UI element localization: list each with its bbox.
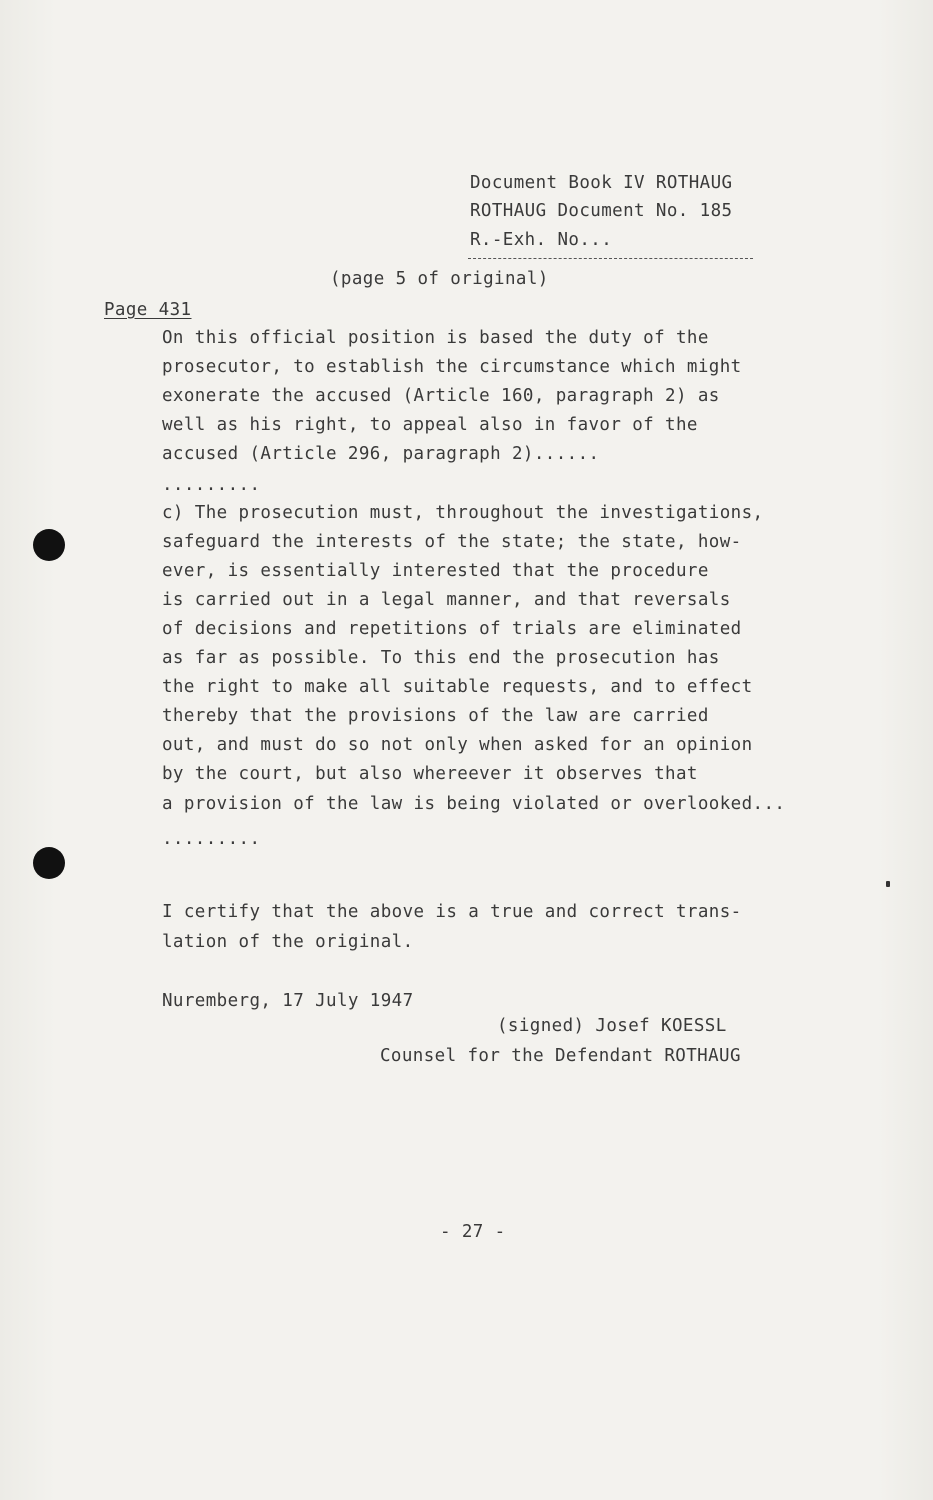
ellipsis-divider: ......... bbox=[162, 829, 261, 849]
document-book-line: Document Book IV ROTHAUG bbox=[470, 173, 733, 193]
paragraph-2-line: out, and must do so not only when asked for an opinion bbox=[162, 735, 753, 755]
paragraph-2-line: of decisions and repetitions of trials are eliminated bbox=[162, 619, 742, 639]
certification-line: I certify that the above is a true and correct trans- bbox=[162, 902, 742, 922]
paragraph-2-line: a provision of the law is being violated or overlooked... bbox=[162, 794, 786, 814]
paragraph-2-line: as far as possible. To this end the prosecution has bbox=[162, 648, 720, 668]
header-rule bbox=[468, 258, 753, 259]
paragraph-1-line: exonerate the accused (Article 160, paragraph 2) as bbox=[162, 386, 720, 406]
paragraph-2-line: c) The prosecution must, throughout the investigations, bbox=[162, 503, 764, 523]
signature: (signed) Josef KOESSL bbox=[497, 1016, 727, 1036]
certification-line: lation of the original. bbox=[162, 932, 414, 952]
page-reference: Page 431 bbox=[104, 300, 192, 320]
signer-title: Counsel for the Defendant ROTHAUG bbox=[380, 1046, 741, 1066]
paragraph-2-line: thereby that the provisions of the law are carried bbox=[162, 706, 709, 726]
place-and-date: Nuremberg, 17 July 1947 bbox=[162, 991, 414, 1011]
punch-hole bbox=[33, 529, 65, 561]
page-number: - 27 - bbox=[440, 1222, 506, 1242]
paragraph-2-line: safeguard the interests of the state; the state, how- bbox=[162, 532, 742, 552]
paragraph-2-line: ever, is essentially interested that the procedure bbox=[162, 561, 709, 581]
document-number-line: ROTHAUG Document No. 185 bbox=[470, 201, 733, 221]
punch-hole bbox=[33, 847, 65, 879]
ink-speck bbox=[886, 881, 890, 887]
ellipsis-divider: ......... bbox=[162, 475, 261, 495]
paragraph-2-line: the right to make all suitable requests, and to effect bbox=[162, 677, 753, 697]
paragraph-2-line: is carried out in a legal manner, and that reversals bbox=[162, 590, 731, 610]
exhibit-number-line: R.-Exh. No... bbox=[470, 230, 613, 250]
paragraph-1-line: prosecutor, to establish the circumstance which might bbox=[162, 357, 742, 377]
paragraph-1-line: On this official position is based the duty of the bbox=[162, 328, 709, 348]
paragraph-1-line: well as his right, to appeal also in favor of the bbox=[162, 415, 698, 435]
paragraph-2-line: by the court, but also whereever it observes that bbox=[162, 764, 698, 784]
paragraph-1-line: accused (Article 296, paragraph 2)...... bbox=[162, 444, 600, 464]
page-of-original: (page 5 of original) bbox=[330, 269, 549, 289]
